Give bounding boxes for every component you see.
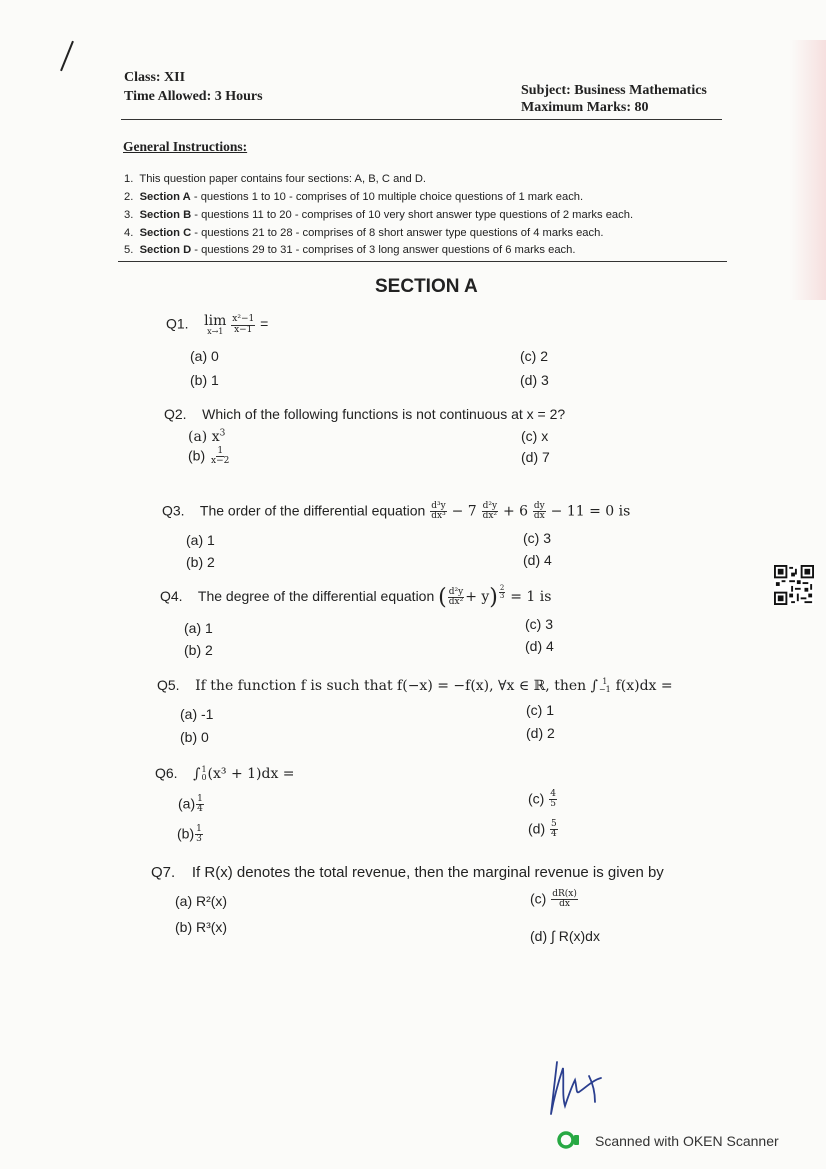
fraction-denominator: dx³: [431, 511, 446, 522]
option-label: (c): [530, 890, 547, 907]
lower-limit: 0: [201, 773, 207, 783]
instruction-num: 1.: [124, 173, 134, 185]
signature-icon: [545, 1058, 615, 1120]
instruction-4: [124, 227, 603, 239]
question-7: [151, 864, 664, 881]
instruction-num: 3.: [124, 209, 134, 221]
option-text: (a) x: [188, 429, 220, 445]
option-d: (d) 3: [520, 372, 549, 388]
question-number: Q6.: [155, 765, 178, 781]
subject-label: Subject: Business Mathematics: [521, 83, 707, 98]
instruction-3: [124, 209, 633, 221]
instruction-text: - questions 1 to 10 - comprises of 10 multiple choice questions of 1 mark each.: [190, 191, 584, 203]
option-d: (d) 4: [523, 552, 552, 568]
instruction-text: - questions 21 to 28 - comprises of 8 short answer type questions of 4 marks each.: [191, 227, 604, 239]
instruction-2: [124, 191, 583, 203]
lim-text: lim: [204, 313, 227, 329]
option-fraction: [210, 447, 230, 467]
question-number: Q2.: [164, 406, 187, 422]
option-c: (c) x: [521, 428, 549, 444]
equals-sign: =: [260, 315, 269, 332]
question-number: Q4.: [160, 588, 183, 605]
question-number: Q5.: [157, 677, 180, 693]
instruction-section: Section A: [139, 191, 191, 203]
qr-code-icon: [774, 565, 814, 605]
option-c: (c) 2: [520, 348, 548, 364]
operator: + y: [465, 589, 490, 606]
option-a: (a) 1: [184, 620, 213, 636]
question-1: [166, 314, 268, 336]
question-text: The order of the differential equation: [199, 502, 426, 519]
exponent-fraction: [499, 585, 505, 601]
fraction-numerator: dy: [533, 501, 545, 511]
derivative-fraction: [533, 502, 546, 522]
fraction-denominator: x−1: [234, 324, 253, 335]
lower-limit: −1: [598, 685, 611, 695]
option-b: (b) R³(x): [175, 919, 228, 935]
class-label: Class: XII: [124, 70, 186, 85]
option-fraction: [549, 790, 557, 810]
instructions-title: General Instructions:: [123, 139, 248, 154]
upper-limit: 1: [602, 676, 608, 686]
operator: − 7: [451, 503, 477, 520]
option-fraction: [196, 795, 204, 815]
fraction-denominator: 5: [550, 799, 556, 810]
option-a: (a) R²(x): [175, 893, 228, 909]
fraction-numerator: x²−1: [232, 314, 255, 325]
option-a: [178, 795, 205, 815]
option-c: [528, 790, 558, 810]
header-divider: [121, 119, 722, 120]
option-c: (c) 3: [525, 616, 553, 632]
integral-sign: ∫: [193, 766, 201, 782]
question-text: If R(x) denotes the total revenue, then the marginal revenue is given by: [191, 864, 664, 881]
section-title: SECTION A: [375, 276, 478, 297]
max-marks: Maximum Marks: 80: [521, 100, 649, 115]
instruction-num: 5.: [124, 244, 134, 256]
scan-edge-stain: [790, 40, 826, 300]
derivative-fraction: [448, 588, 464, 608]
operator: + 6: [502, 503, 529, 520]
fraction-numerator: 1: [217, 446, 224, 456]
question-number: Q7.: [151, 864, 176, 881]
fraction-numerator: 4: [550, 789, 556, 799]
fraction-denominator: 4: [197, 804, 203, 815]
fraction-denominator: dx²: [448, 597, 464, 607]
instruction-text: - questions 29 to 31 - comprises of 3 long answer questions of 6 marks each.: [191, 244, 576, 256]
question-number: Q3.: [162, 502, 185, 519]
option-c: [530, 890, 579, 910]
fraction-numerator: d³y: [431, 501, 446, 511]
limit-operator: [204, 314, 226, 336]
fraction-denominator: 3: [196, 834, 202, 845]
lim-subscript: x→1: [207, 327, 224, 336]
fraction-denominator: dx: [533, 511, 545, 522]
fraction-numerator: dR(x): [552, 889, 577, 899]
option-b: (b) 1: [190, 372, 219, 388]
scanner-watermark: Scanned with OKEN Scanner: [595, 1133, 779, 1149]
question-text: If the function f is such that f(−x) = −f(x), ∀x ∈ ℝ, then ∫: [195, 678, 598, 694]
pen-mark: [60, 41, 74, 71]
option-b: (b) 2: [186, 554, 215, 570]
derivative-fraction: [482, 502, 498, 522]
option-b: (b) 2: [184, 642, 213, 658]
integral-limits: [599, 678, 611, 695]
fraction-numerator: 5: [551, 819, 557, 829]
instruction-section: Section B: [139, 209, 192, 221]
option-fraction: [550, 820, 558, 840]
time-allowed: Time Allowed: 3 Hours: [124, 89, 263, 104]
fraction-denominator: x−2: [211, 456, 230, 467]
option-a: (a) 0: [190, 348, 219, 364]
option-a: [188, 428, 225, 445]
option-d: (d) 7: [521, 449, 550, 465]
option-d: (d) 2: [526, 725, 555, 741]
option-d: [528, 820, 559, 840]
instruction-text: This question paper contains four sections: A, B, C and D.: [139, 173, 427, 185]
question-number: Q1.: [166, 315, 189, 332]
derivative-fraction: [430, 502, 446, 522]
fraction-numerator: 1: [196, 824, 202, 834]
upper-limit: 1: [201, 764, 207, 774]
question-6: [155, 765, 295, 783]
question-5: [157, 677, 673, 695]
instruction-text: - questions 11 to 20 - comprises of 10 very short answer type questions of 2 marks each.: [191, 209, 634, 221]
fraction-numerator: d²y: [482, 501, 498, 511]
option-label: (b): [188, 447, 206, 464]
instruction-section: Section C: [139, 227, 192, 239]
equation-tail: f(x)dx =: [615, 678, 673, 694]
question-text: The degree of the differential equation: [197, 588, 435, 605]
question-4: [160, 585, 551, 610]
scanner-logo-icon: [557, 1131, 581, 1149]
instruction-num: 2.: [124, 191, 134, 203]
fraction-numerator: 2: [499, 584, 505, 592]
instruction-section: Section D: [139, 244, 192, 256]
fraction-numerator: d²y: [448, 586, 464, 597]
option-label: (a): [178, 795, 196, 812]
option-d: (d) 4: [525, 638, 554, 654]
limit-fraction: [231, 315, 255, 335]
option-b: [188, 447, 231, 467]
fraction-denominator: 4: [551, 829, 557, 840]
fraction-denominator: dx: [559, 899, 570, 910]
integral-limits: [201, 766, 206, 783]
question-3: [162, 502, 630, 522]
fraction-denominator: 3: [499, 592, 505, 601]
left-paren: (: [438, 585, 447, 610]
option-a: (a) -1: [180, 706, 214, 722]
equation-tail: − 11 = 0 is: [550, 503, 631, 520]
question-2: [164, 406, 565, 422]
option-label: (c): [528, 790, 545, 807]
option-label: (b): [177, 825, 195, 842]
integrand: (x³ + 1)dx =: [207, 766, 295, 782]
option-b: (b) 0: [180, 729, 209, 745]
option-c: (c) 3: [523, 530, 551, 546]
right-paren: ): [489, 585, 498, 610]
instructions-divider: [118, 261, 727, 262]
option-a: (a) 1: [186, 532, 215, 548]
option-d: (d) ∫ R(x)dx: [530, 928, 600, 944]
option-b: [177, 825, 204, 845]
fraction-numerator: 1: [197, 794, 203, 804]
instruction-1: [124, 173, 426, 185]
superscript: 3: [219, 428, 226, 439]
fraction-denominator: dx²: [482, 511, 498, 522]
equation-tail: = 1 is: [510, 589, 552, 606]
option-c: (c) 1: [526, 702, 554, 718]
option-label: (d): [528, 820, 546, 837]
instruction-num: 4.: [124, 227, 134, 239]
option-fraction: [551, 890, 578, 910]
instruction-5: [124, 244, 575, 256]
question-text: Which of the following functions is not continuous at x = 2?: [202, 406, 566, 422]
option-fraction: [195, 825, 203, 845]
